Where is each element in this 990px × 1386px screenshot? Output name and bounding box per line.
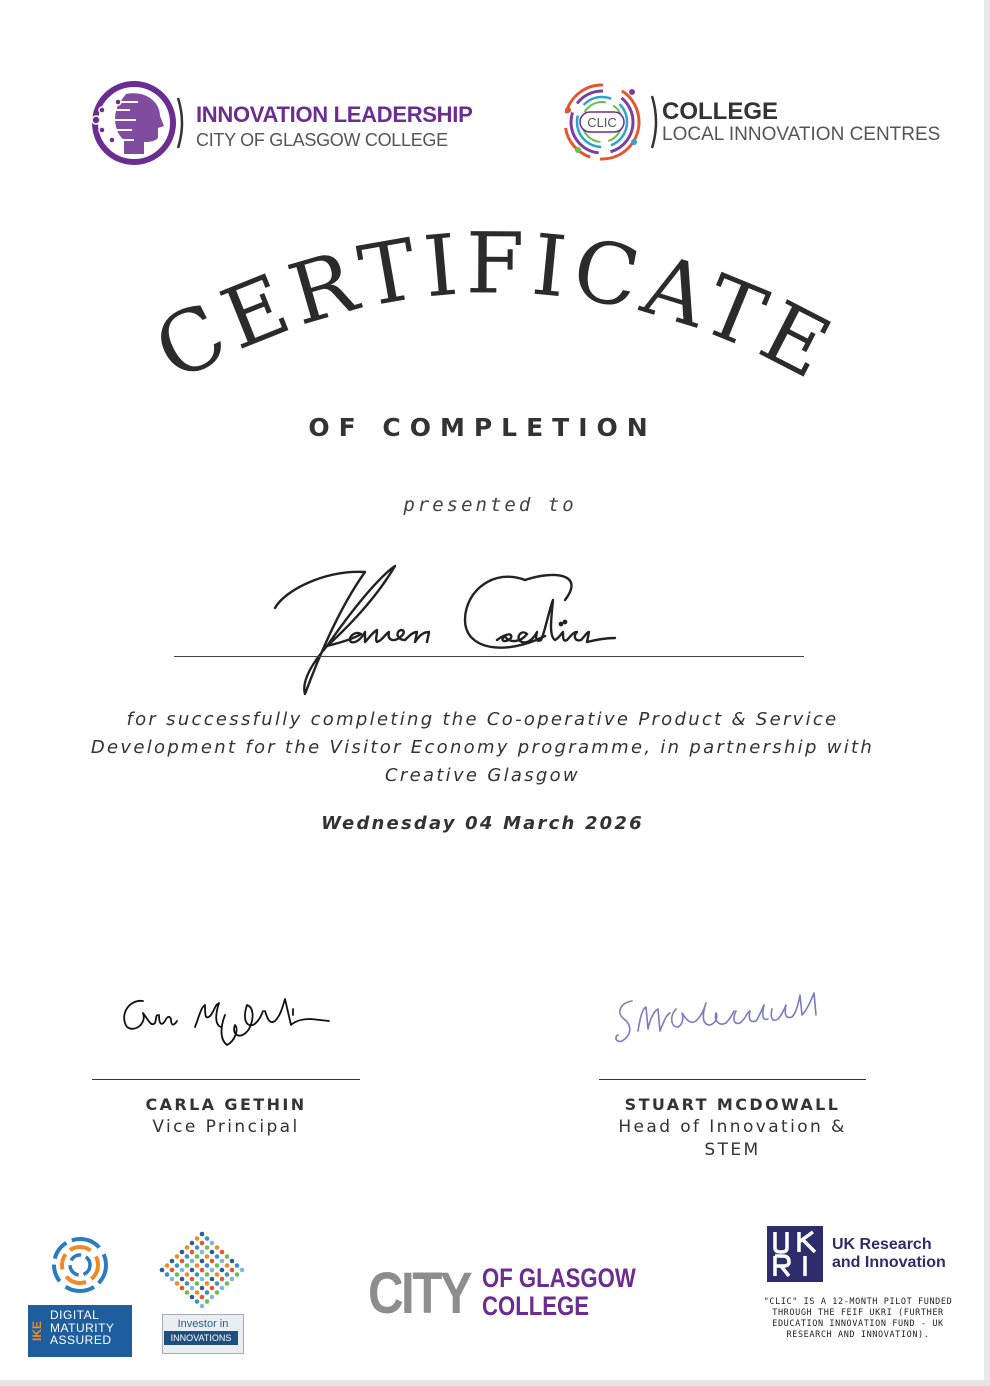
investor-dot: [205, 1299, 210, 1304]
investor-dot: [195, 1236, 200, 1241]
investor-dot: [200, 1241, 205, 1246]
investor-dot: [175, 1263, 180, 1268]
investor-dot: [210, 1250, 215, 1255]
investor-dot: [180, 1286, 185, 1291]
city-of-glasgow-college-logo: [368, 1261, 636, 1332]
investor-dot: [195, 1263, 200, 1268]
signatory-1-role: Vice Principal: [152, 1117, 300, 1137]
digital-maturity-assured-badge: [28, 1233, 132, 1357]
investor-dot: [205, 1290, 210, 1295]
ukri-wordmark: [832, 1236, 946, 1272]
completion-date: Wednesday 04 March 2026: [321, 813, 644, 834]
certificate-subtitle: OF COMPLETION: [308, 413, 657, 442]
clic-subtitle: LOCAL INNOVATION CENTRES: [662, 124, 941, 145]
innovation-leadership-logo: [90, 80, 490, 170]
investor-dot: [215, 1254, 220, 1259]
investor-dot: [220, 1277, 225, 1282]
investor-dot: [215, 1272, 220, 1277]
investor-dot: [220, 1259, 225, 1264]
investor-dot: [170, 1277, 175, 1282]
investor-dot: [195, 1272, 200, 1277]
investor-dot: [240, 1268, 245, 1273]
investor-dot: [205, 1254, 210, 1259]
investor-dot: [200, 1295, 205, 1300]
investor-dot: [210, 1241, 215, 1246]
clic-title: COLLEGE: [662, 98, 779, 125]
investor-dot: [205, 1281, 210, 1286]
investor-dot: [190, 1241, 195, 1246]
investor-dot: [195, 1281, 200, 1286]
head-circuit-icon: [90, 80, 190, 170]
investor-dot: [205, 1272, 210, 1277]
investor-dot: [185, 1263, 190, 1268]
ukri-line2: and Innovation: [832, 1254, 946, 1271]
investor-dot: [175, 1281, 180, 1286]
svg-text:CERTIFICATE: [140, 220, 851, 400]
investor-dot: [215, 1263, 220, 1268]
recipient-name-underline: [174, 656, 804, 657]
investor-dot: [185, 1245, 190, 1250]
page-bottom-edge: [0, 1380, 990, 1386]
investor-dot: [235, 1263, 240, 1268]
certificate-title-text: CERTIFICATE: [139, 220, 851, 401]
investor-dot: [215, 1281, 220, 1286]
digital-maturity-text: DIGITAL MATURITY ASSURED: [50, 1308, 115, 1347]
college-logo-of-glasgow: OF GLASGOW: [482, 1263, 636, 1293]
investor-dot: [220, 1268, 225, 1273]
college-logo-city: CITY: [368, 1261, 471, 1326]
investor-dot: [210, 1277, 215, 1282]
investor-dot: [180, 1259, 185, 1264]
page-edge: [984, 0, 990, 1386]
investor-dot: [170, 1259, 175, 1264]
ukri-line1: UK Research: [832, 1236, 932, 1253]
investor-dot: [200, 1268, 205, 1273]
ukri-logo-mark: [767, 1226, 823, 1282]
investor-dot: [200, 1304, 205, 1309]
investor-dot: [195, 1299, 200, 1304]
presented-to-label: presented to: [403, 494, 577, 516]
investor-dot: [190, 1286, 195, 1291]
signatory-1-name: CARLA GETHIN: [145, 1095, 307, 1114]
investor-dot: [185, 1290, 190, 1295]
investor-dot: [190, 1268, 195, 1273]
investor-dot: [175, 1272, 180, 1277]
signature-carla-gethin: [115, 985, 335, 1065]
innovation-leadership-subtitle: CITY OF GLASGOW COLLEGE: [196, 130, 448, 150]
investor-dot: [195, 1254, 200, 1259]
signature-line-2: [599, 1079, 866, 1080]
investor-dots-icon: [158, 1226, 246, 1314]
clic-ring-icon: [560, 80, 660, 170]
investor-dot: [205, 1263, 210, 1268]
investor-dot: [200, 1250, 205, 1255]
investor-line1: Investor in: [177, 1318, 229, 1330]
investor-dot: [225, 1263, 230, 1268]
signature-stuart-mcdowall: [610, 985, 850, 1055]
investor-dot: [215, 1290, 220, 1295]
investor-dot: [190, 1250, 195, 1255]
investor-dot: [190, 1259, 195, 1264]
investor-dot: [220, 1250, 225, 1255]
investor-dot: [230, 1277, 235, 1282]
investor-dot: [210, 1268, 215, 1273]
investor-dot: [170, 1268, 175, 1273]
investor-dot: [225, 1272, 230, 1277]
clic-funding-note: "CLIC" IS A 12-MONTH PILOT FUNDED THROUGH THE FEIF UKRI (FURTHER EDUCATION INNOVATION FUND - UK RESEARCH AND INNOVATION).: [763, 1297, 953, 1340]
investor-dot: [190, 1277, 195, 1282]
recipient-name-script: [265, 560, 705, 700]
investor-dot: [205, 1236, 210, 1241]
investor-dot: [210, 1259, 215, 1264]
investor-dot: [175, 1254, 180, 1259]
investor-in-innovations-badge: [158, 1226, 246, 1358]
signature-line-1: [92, 1079, 360, 1080]
investor-dot: [190, 1295, 195, 1300]
investor-dot: [195, 1290, 200, 1295]
signatory-2-name: STUART MCDOWALL: [624, 1095, 841, 1114]
investor-dot: [205, 1245, 210, 1250]
clic-logo: [560, 80, 940, 170]
investor-line2: INNOVATIONS: [164, 1331, 238, 1345]
certificate-title: [100, 220, 890, 420]
investor-dot: [230, 1259, 235, 1264]
investor-dot: [235, 1272, 240, 1277]
investor-dot: [165, 1272, 170, 1277]
investor-dot: [185, 1272, 190, 1277]
investor-dot: [200, 1277, 205, 1282]
investor-dot: [180, 1250, 185, 1255]
investor-dot: [230, 1268, 235, 1273]
investor-dot: [185, 1281, 190, 1286]
investor-dot: [220, 1286, 225, 1291]
investor-dot: [180, 1268, 185, 1273]
investor-dot: [165, 1263, 170, 1268]
completion-description: for successfully completing the Co-operative Product & Service Development for the Visitor Economy programme, in partnership with Creative Glasgow: [90, 709, 875, 786]
investor-dot: [200, 1232, 205, 1237]
investor-dot: [180, 1277, 185, 1282]
digital-maturity-rings-icon: [28, 1233, 132, 1305]
investor-dot: [225, 1254, 230, 1259]
college-logo-college: COLLEGE: [482, 1291, 590, 1321]
investor-dot: [200, 1286, 205, 1291]
ike-label: IKE: [30, 1321, 44, 1342]
investor-dot: [225, 1281, 230, 1286]
signatory-2-role: Head of Innovation & STEM: [618, 1117, 847, 1160]
investor-dot: [210, 1295, 215, 1300]
innovation-leadership-title: INNOVATION LEADERSHIP: [196, 102, 473, 127]
investor-dot: [210, 1286, 215, 1291]
investor-dot: [185, 1254, 190, 1259]
investor-dot: [160, 1268, 165, 1273]
investor-dot: [200, 1259, 205, 1264]
investor-dot: [195, 1245, 200, 1250]
clic-badge-text: CLIC: [587, 115, 617, 130]
investor-dot: [215, 1245, 220, 1250]
